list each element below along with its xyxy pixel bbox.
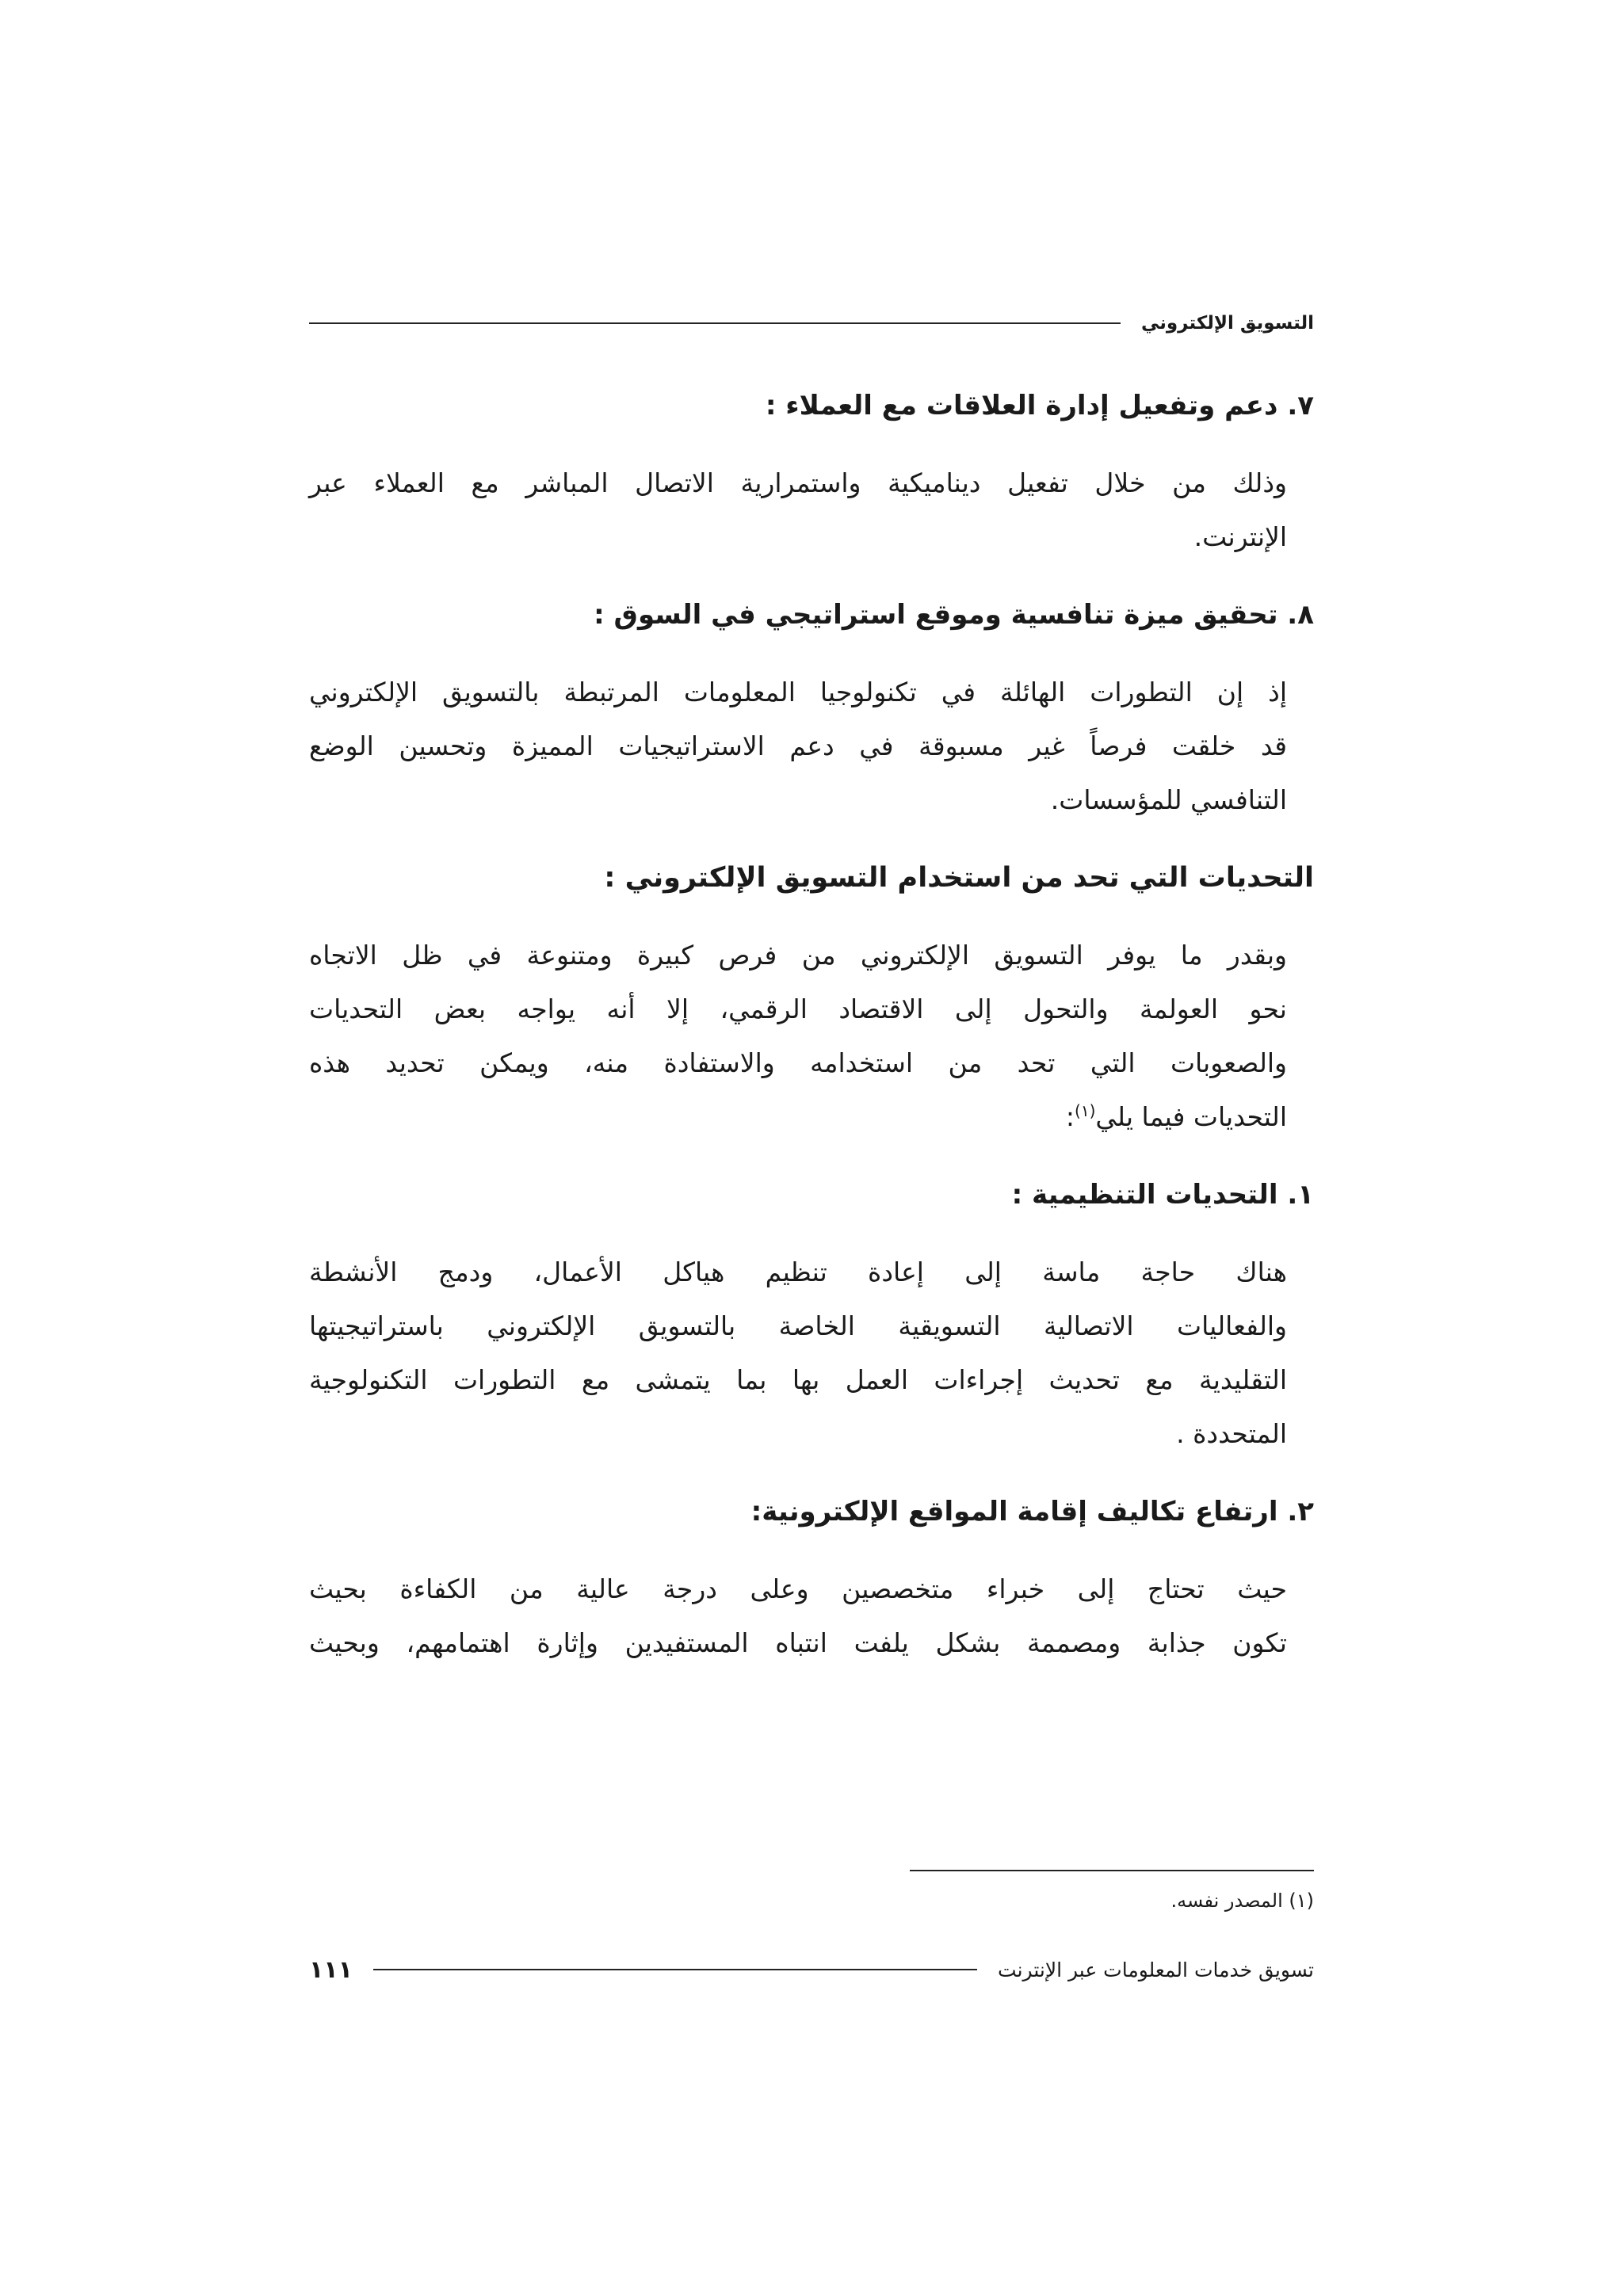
challenge-1-paragraph [309, 1245, 1314, 1461]
paragraph-line: والصعوبات التي تحد من استخدامه والاستفادة منه، ويمكن تحديد هذه [309, 1047, 1287, 1078]
paragraph-line: نحو العولمة والتحول إلى الاقتصاد الرقمي، إلا أنه يواجه بعض التحديات [309, 994, 1287, 1024]
page-body [309, 382, 1314, 1697]
footer-rule [373, 1969, 977, 1970]
footnote-rule [910, 1870, 1314, 1871]
section-8-paragraph [309, 666, 1314, 827]
section-8-heading: ٨. تحقيق ميزة تنافسية وموقع استراتيجي في السوق : [594, 599, 1314, 631]
footnote-reference: (١) [1075, 1101, 1096, 1120]
challenge-1-heading: ١. التحديات التنظيمية : [1011, 1179, 1314, 1211]
running-header [309, 307, 1314, 339]
paragraph-line: وذلك من خلال تفعيل ديناميكية واستمرارية الاتصال المباشر مع العملاء عبر [309, 467, 1287, 498]
paragraph-line-text: التحديات فيما يلي [1095, 1101, 1287, 1132]
header-title: التسويق الإلكتروني [1140, 313, 1314, 334]
running-footer [309, 1954, 1314, 1985]
paragraph-line: حيث تحتاج إلى خبراء متخصصين وعلى درجة عالية من الكفاءة بحيث [309, 1573, 1287, 1604]
paragraph-line: تكون جذابة ومصممة بشكل يلفت انتباه المستفيدين وإثارة اهتمامهم، وبحيث [309, 1627, 1287, 1658]
challenges-paragraph [309, 929, 1314, 1144]
paragraph-line: هناك حاجة ماسة إلى إعادة تنظيم هياكل الأعمال، ودمج الأنشطة [309, 1257, 1287, 1287]
paragraph-line: الإنترنت. [1193, 521, 1287, 552]
challenge-2-heading: ٢. ارتفاع تكاليف إقامة المواقع الإلكترونية: [750, 1496, 1314, 1527]
header-rule [309, 322, 1121, 324]
challenge-2-paragraph [309, 1562, 1314, 1670]
paragraph-line: قد خلقت فرصاً غير مسبوقة في دعم الاستراتيجيات المميزة وتحسين الوضع [309, 730, 1287, 761]
section-7-paragraph [309, 456, 1314, 564]
challenges-heading: التحديات التي تحد من استخدام التسويق الإلكتروني : [604, 862, 1314, 894]
footer-title: تسويق خدمات المعلومات عبر الإنترنت [998, 1958, 1314, 1981]
paragraph-line-colon: : [1065, 1101, 1075, 1132]
paragraph-line: التقليدية مع تحديث إجراءات العمل بها بما يتمشى مع التطورات التكنولوجية [309, 1364, 1287, 1395]
footnote: (١) المصدر نفسه. [1170, 1890, 1314, 1912]
paragraph-line: والفعاليات الاتصالية التسويقية الخاصة بالتسويق الإلكتروني باستراتيجيتها [309, 1310, 1287, 1341]
paragraph-line: إذ إن التطورات الهائلة في تكنولوجيا المعلومات المرتبطة بالتسويق الإلكتروني [309, 677, 1287, 707]
paragraph-line: المتحددة . [1176, 1418, 1287, 1449]
section-7-heading: ٧. دعم وتفعيل إدارة العلاقات مع العملاء : [765, 390, 1314, 421]
page-number: ١١١ [309, 1955, 353, 1984]
paragraph-line: التنافسي للمؤسسات. [1050, 784, 1287, 815]
paragraph-line [309, 1090, 1314, 1144]
paragraph-line: وبقدر ما يوفر التسويق الإلكتروني من فرص كبيرة ومتنوعة في ظل الاتجاه [309, 940, 1287, 971]
